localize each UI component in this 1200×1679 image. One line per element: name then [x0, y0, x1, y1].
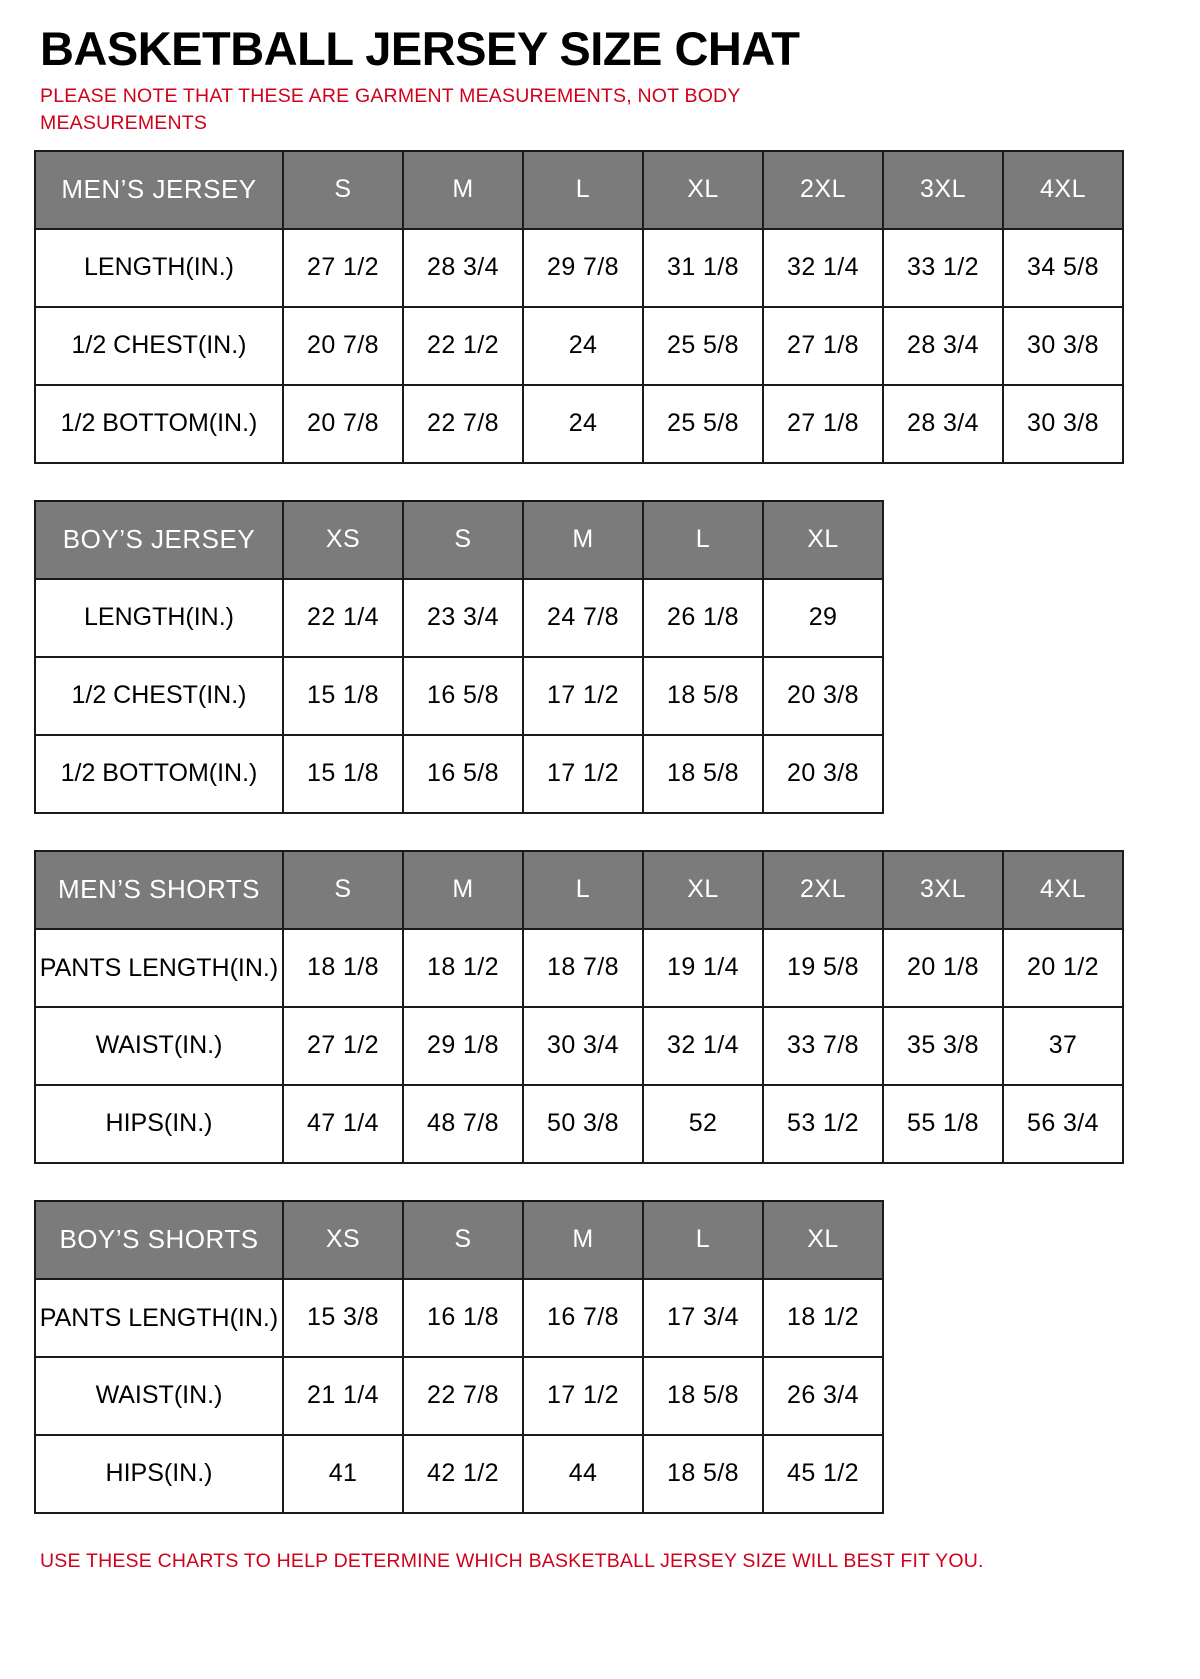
table-row — [35, 229, 1123, 307]
size-header: M — [523, 1201, 643, 1279]
measurement-label: WAIST(IN.) — [35, 1357, 283, 1435]
measurement-value: 20 1/2 — [1003, 929, 1123, 1007]
table-row — [35, 1085, 1123, 1163]
measurement-label: HIPS(IN.) — [35, 1085, 283, 1163]
measurement-value: 30 3/8 — [1003, 385, 1123, 463]
size-header: 2XL — [763, 151, 883, 229]
measurement-value: 28 3/4 — [403, 229, 523, 307]
measurement-value: 41 — [283, 1435, 403, 1513]
measurement-value: 37 — [1003, 1007, 1123, 1085]
measurement-value: 27 1/2 — [283, 229, 403, 307]
measurement-value: 19 5/8 — [763, 929, 883, 1007]
table-row — [35, 1007, 1123, 1085]
measurement-label: HIPS(IN.) — [35, 1435, 283, 1513]
size-header: XL — [643, 151, 763, 229]
measurement-value: 29 7/8 — [523, 229, 643, 307]
measurement-value: 33 1/2 — [883, 229, 1003, 307]
measurement-value: 18 7/8 — [523, 929, 643, 1007]
page-title: BASKETBALL JERSEY SIZE CHAT — [40, 22, 800, 75]
measurement-value: 21 1/4 — [283, 1357, 403, 1435]
measurement-note: PLEASE NOTE THAT THESE ARE GARMENT MEASUREMENTS, NOT BODY MEASUREMENTS — [40, 85, 741, 134]
measurement-value: 45 1/2 — [763, 1435, 883, 1513]
measurement-value: 42 1/2 — [403, 1435, 523, 1513]
measurement-value: 17 1/2 — [523, 1357, 643, 1435]
size-header: 2XL — [763, 851, 883, 929]
measurement-value: 32 1/4 — [643, 1007, 763, 1085]
measurement-value: 26 3/4 — [763, 1357, 883, 1435]
measurement-value: 20 1/8 — [883, 929, 1003, 1007]
measurement-label: 1/2 CHEST(IN.) — [35, 307, 283, 385]
measurement-value: 29 — [763, 579, 883, 657]
size-header: S — [403, 1201, 523, 1279]
table-header-row — [35, 501, 883, 579]
size-header: 4XL — [1003, 151, 1123, 229]
measurement-value: 15 3/8 — [283, 1279, 403, 1357]
measurement-value: 32 1/4 — [763, 229, 883, 307]
table-row — [35, 307, 1123, 385]
size-header: XL — [643, 851, 763, 929]
measurement-value: 35 3/8 — [883, 1007, 1003, 1085]
measurement-value: 15 1/8 — [283, 657, 403, 735]
measurement-value: 22 1/2 — [403, 307, 523, 385]
measurement-value: 34 5/8 — [1003, 229, 1123, 307]
size-header: XS — [283, 1201, 403, 1279]
size-table-boys-shorts — [34, 1200, 884, 1514]
measurement-value: 27 1/2 — [283, 1007, 403, 1085]
measurement-value: 22 7/8 — [403, 1357, 523, 1435]
measurement-value: 17 1/2 — [523, 735, 643, 813]
table-corner-label: MEN’S SHORTS — [35, 851, 283, 929]
measurement-value: 16 1/8 — [403, 1279, 523, 1357]
measurement-value: 16 5/8 — [403, 735, 523, 813]
measurement-value: 20 7/8 — [283, 307, 403, 385]
measurement-value: 47 1/4 — [283, 1085, 403, 1163]
measurement-value: 24 7/8 — [523, 579, 643, 657]
measurement-value: 16 5/8 — [403, 657, 523, 735]
measurement-value: 31 1/8 — [643, 229, 763, 307]
size-header: XL — [763, 1201, 883, 1279]
measurement-value: 26 1/8 — [643, 579, 763, 657]
measurement-value: 15 1/8 — [283, 735, 403, 813]
table-row — [35, 735, 883, 813]
measurement-value: 22 1/4 — [283, 579, 403, 657]
measurement-value: 22 7/8 — [403, 385, 523, 463]
size-header: L — [643, 1201, 763, 1279]
measurement-value: 56 3/4 — [1003, 1085, 1123, 1163]
size-header: 3XL — [883, 151, 1003, 229]
measurement-value: 29 1/8 — [403, 1007, 523, 1085]
measurement-value: 52 — [643, 1085, 763, 1163]
measurement-value: 18 5/8 — [643, 657, 763, 735]
measurement-value: 19 1/4 — [643, 929, 763, 1007]
size-header: L — [643, 501, 763, 579]
measurement-value: 50 3/8 — [523, 1085, 643, 1163]
size-table-boys-jersey — [34, 500, 884, 814]
measurement-value: 53 1/2 — [763, 1085, 883, 1163]
measurement-value: 20 7/8 — [283, 385, 403, 463]
size-header: M — [523, 501, 643, 579]
measurement-value: 33 7/8 — [763, 1007, 883, 1085]
table-corner-label: BOY’S SHORTS — [35, 1201, 283, 1279]
measurement-label: LENGTH(IN.) — [35, 579, 283, 657]
size-header: S — [283, 151, 403, 229]
measurement-value: 25 5/8 — [643, 385, 763, 463]
measurement-value: 18 5/8 — [643, 735, 763, 813]
table-corner-label: MEN’S JERSEY — [35, 151, 283, 229]
size-header: XS — [283, 501, 403, 579]
measurement-value: 20 3/8 — [763, 735, 883, 813]
measurement-value: 30 3/8 — [1003, 307, 1123, 385]
measurement-value: 28 3/4 — [883, 307, 1003, 385]
size-table-mens-shorts — [34, 850, 1124, 1164]
measurement-value: 17 3/4 — [643, 1279, 763, 1357]
size-header: M — [403, 151, 523, 229]
measurement-value: 27 1/8 — [763, 307, 883, 385]
measurement-value: 24 — [523, 307, 643, 385]
size-header: S — [403, 501, 523, 579]
measurement-value: 55 1/8 — [883, 1085, 1003, 1163]
table-row — [35, 1279, 883, 1357]
measurement-label: PANTS LENGTH(IN.) — [35, 1279, 283, 1357]
table-row — [35, 1357, 883, 1435]
measurement-value: 25 5/8 — [643, 307, 763, 385]
table-row — [35, 657, 883, 735]
size-header: XL — [763, 501, 883, 579]
footer-note: USE THESE CHARTS TO HELP DETERMINE WHICH BASKETBALL JERSEY SIZE WILL BEST FIT YOU. — [40, 1549, 984, 1572]
measurement-value: 18 5/8 — [643, 1357, 763, 1435]
size-tables-container — [34, 150, 1170, 1514]
measurement-label: WAIST(IN.) — [35, 1007, 283, 1085]
measurement-label: 1/2 CHEST(IN.) — [35, 657, 283, 735]
size-header: 4XL — [1003, 851, 1123, 929]
size-header: M — [403, 851, 523, 929]
measurement-value: 16 7/8 — [523, 1279, 643, 1357]
measurement-value: 20 3/8 — [763, 657, 883, 735]
table-row — [35, 385, 1123, 463]
measurement-label: LENGTH(IN.) — [35, 229, 283, 307]
table-row — [35, 1435, 883, 1513]
measurement-value: 17 1/2 — [523, 657, 643, 735]
table-header-row — [35, 151, 1123, 229]
measurement-value: 18 1/2 — [763, 1279, 883, 1357]
table-row — [35, 579, 883, 657]
size-header: 3XL — [883, 851, 1003, 929]
size-table-mens-jersey — [34, 150, 1124, 464]
measurement-value: 27 1/8 — [763, 385, 883, 463]
size-header: S — [283, 851, 403, 929]
table-header-row — [35, 851, 1123, 929]
size-header: L — [523, 851, 643, 929]
measurement-value: 23 3/4 — [403, 579, 523, 657]
measurement-label: 1/2 BOTTOM(IN.) — [35, 735, 283, 813]
measurement-value: 30 3/4 — [523, 1007, 643, 1085]
table-header-row — [35, 1201, 883, 1279]
measurement-value: 18 1/2 — [403, 929, 523, 1007]
size-header: L — [523, 151, 643, 229]
measurement-value: 44 — [523, 1435, 643, 1513]
measurement-value: 28 3/4 — [883, 385, 1003, 463]
measurement-value: 18 1/8 — [283, 929, 403, 1007]
measurement-label: PANTS LENGTH(IN.) — [35, 929, 283, 1007]
measurement-label: 1/2 BOTTOM(IN.) — [35, 385, 283, 463]
measurement-value: 24 — [523, 385, 643, 463]
table-corner-label: BOY’S JERSEY — [35, 501, 283, 579]
measurement-value: 48 7/8 — [403, 1085, 523, 1163]
measurement-value: 18 5/8 — [643, 1435, 763, 1513]
table-row — [35, 929, 1123, 1007]
